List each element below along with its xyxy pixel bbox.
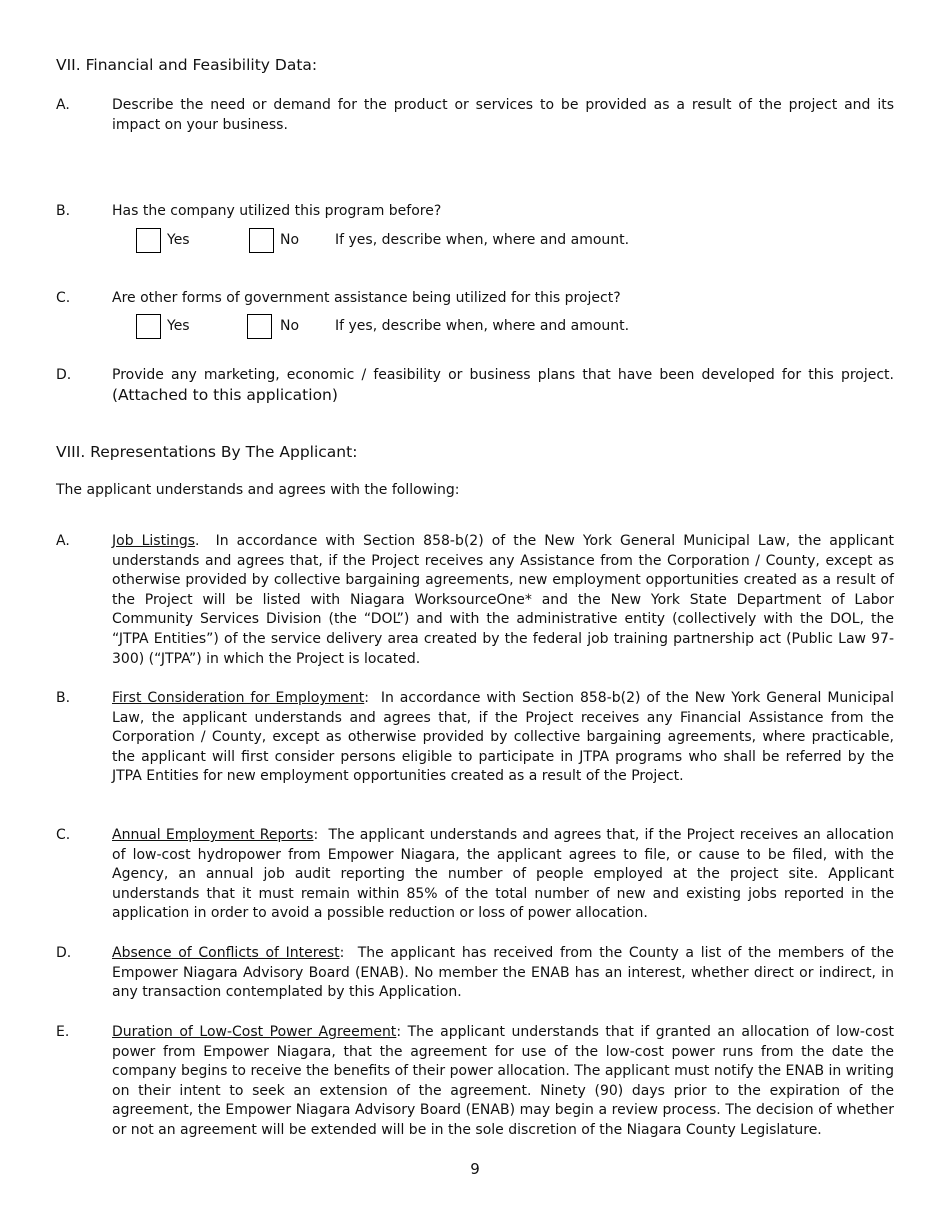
item-body: In accordance with Section 858-b(2) of the New York General Municipal Law, the applicant understands and agrees that, if the Project receives any Financial Assistance from the Corporation / County, except as otherwise provided by collective bargaining agreements, where practicable, the applicant will first consider persons eligible to participate in JTPA programs who shall be referred by the JTPA Entities for new employment opportunities created as a result of the Project.: [112, 690, 894, 785]
item-title-suffix: .: [195, 533, 200, 549]
item-label: C.: [56, 827, 71, 843]
yes-checkbox[interactable]: [136, 314, 161, 339]
attached-note: (Attached to this application): [112, 385, 338, 404]
no-checkbox[interactable]: [247, 314, 272, 339]
section-vii-item-b: [56, 202, 894, 262]
item-label: D.: [56, 945, 72, 961]
section-vii-heading: VII. Financial and Feasibility Data:: [56, 56, 318, 74]
yes-label: Yes: [167, 318, 190, 334]
item-title-suffix: :: [313, 827, 319, 843]
item-label: A.: [56, 97, 70, 113]
section-viii-heading: VIII. Representations By The Applicant:: [56, 443, 358, 461]
yes-checkbox[interactable]: [136, 228, 161, 253]
item-question: Are other forms of government assistance being utilized for this project?: [112, 290, 621, 306]
section-vii-item-a: [56, 96, 894, 135]
no-label: No: [280, 232, 300, 248]
item-text: [112, 366, 894, 406]
item-text: [112, 689, 894, 787]
item-body: The applicant understands that if granted an allocation of low-cost power from Empower Niagara, that the agreement for use of the low-cost power runs from the date the company begins to receive the benefits of their power allocation. The applicant must notify the ENAB in writing on their intent to seek an extension of the agreement. Ninety (90) days prior to the expiration of the agreement, the Empower Niagara Advisory Board (ENAB) may begin a review process. The decision of whether or not an agreement will be extended will be in the sole discretion of the Niagara County Legislature.: [112, 1024, 894, 1138]
section-viii-item-e: [56, 1023, 894, 1141]
item-question: Has the company utilized this program before?: [112, 203, 442, 219]
item-text-body: Provide any marketing, economic / feasibility or business plans that have been developed for this project.: [112, 367, 894, 383]
item-body: The applicant understands and agrees that, if the Project receives an allocation of low-cost hydropower from Empower Niagara, the applicant agrees to file, or cause to be filed, with the Agency, an annual job audit reporting the number of people employed at the project site. Applicant understands that it must remain within 85% of the total number of new and existing jobs reported in the application in order to avoid a possible reduction or loss of power allocation.: [112, 827, 894, 922]
item-title: Job Listings: [112, 533, 196, 549]
item-body: In accordance with Section 858-b(2) of the New York General Municipal Law, the applicant understands and agrees that, if the Project receives any Assistance from the Corporation / County, except as otherwise provided by collective bargaining agreements, new employment opportunities created as a result of the Project will be listed with Niagara WorksourceOne* and the New York State Department of Labor Community Services Division (the “DOL”) and with the administrative entity (collectively with the DOL, the “JTPA Entities”) of the service delivery area created by the federal job training partnership act (Public Law 97-300) (“JTPA”) in which the Project is located.: [112, 533, 895, 667]
item-text: Describe the need or demand for the product or services to be provided as a result of the project and its impact on your business.: [112, 97, 894, 133]
item-title: First Consideration for Employment: [112, 690, 365, 706]
item-title-suffix: :: [339, 945, 345, 961]
section-viii-item-a: [56, 532, 894, 669]
no-label: No: [280, 318, 300, 334]
item-text: [112, 944, 894, 1003]
section-viii-intro: The applicant understands and agrees with the following:: [56, 482, 460, 498]
item-title: Annual Employment Reports: [112, 827, 314, 843]
if-yes-instruction: If yes, describe when, where and amount.: [335, 318, 630, 334]
item-text: [112, 532, 894, 669]
section-viii-item-d: [56, 944, 894, 1003]
item-label: E.: [56, 1024, 70, 1040]
yes-label: Yes: [167, 232, 190, 248]
if-yes-instruction: If yes, describe when, where and amount.: [335, 232, 630, 248]
item-title-suffix: :: [396, 1024, 402, 1040]
section-vii-item-d: [56, 366, 894, 406]
item-label: A.: [56, 533, 70, 549]
section-viii-item-b: [56, 689, 894, 787]
item-label: B.: [56, 690, 71, 706]
section-vii-item-c: [56, 289, 894, 349]
item-body: The applicant has received from the County a list of the members of the Empower Niagara Advisory Board (ENAB). No member the ENAB has an interest, whether direct or indirect, in any transaction contemplated by this Application.: [112, 945, 895, 1001]
item-label: B.: [56, 203, 71, 219]
item-text: [112, 826, 894, 924]
item-title-suffix: :: [364, 690, 369, 706]
item-text: [112, 1023, 894, 1141]
item-label: C.: [56, 290, 71, 306]
section-viii-item-c: [56, 826, 894, 924]
item-title: Duration of Low-Cost Power Agreement: [112, 1024, 397, 1040]
page-number: 9: [470, 1160, 480, 1178]
no-checkbox[interactable]: [249, 228, 274, 253]
item-label: D.: [56, 367, 72, 383]
item-title: Absence of Conflicts of Interest: [112, 945, 340, 961]
